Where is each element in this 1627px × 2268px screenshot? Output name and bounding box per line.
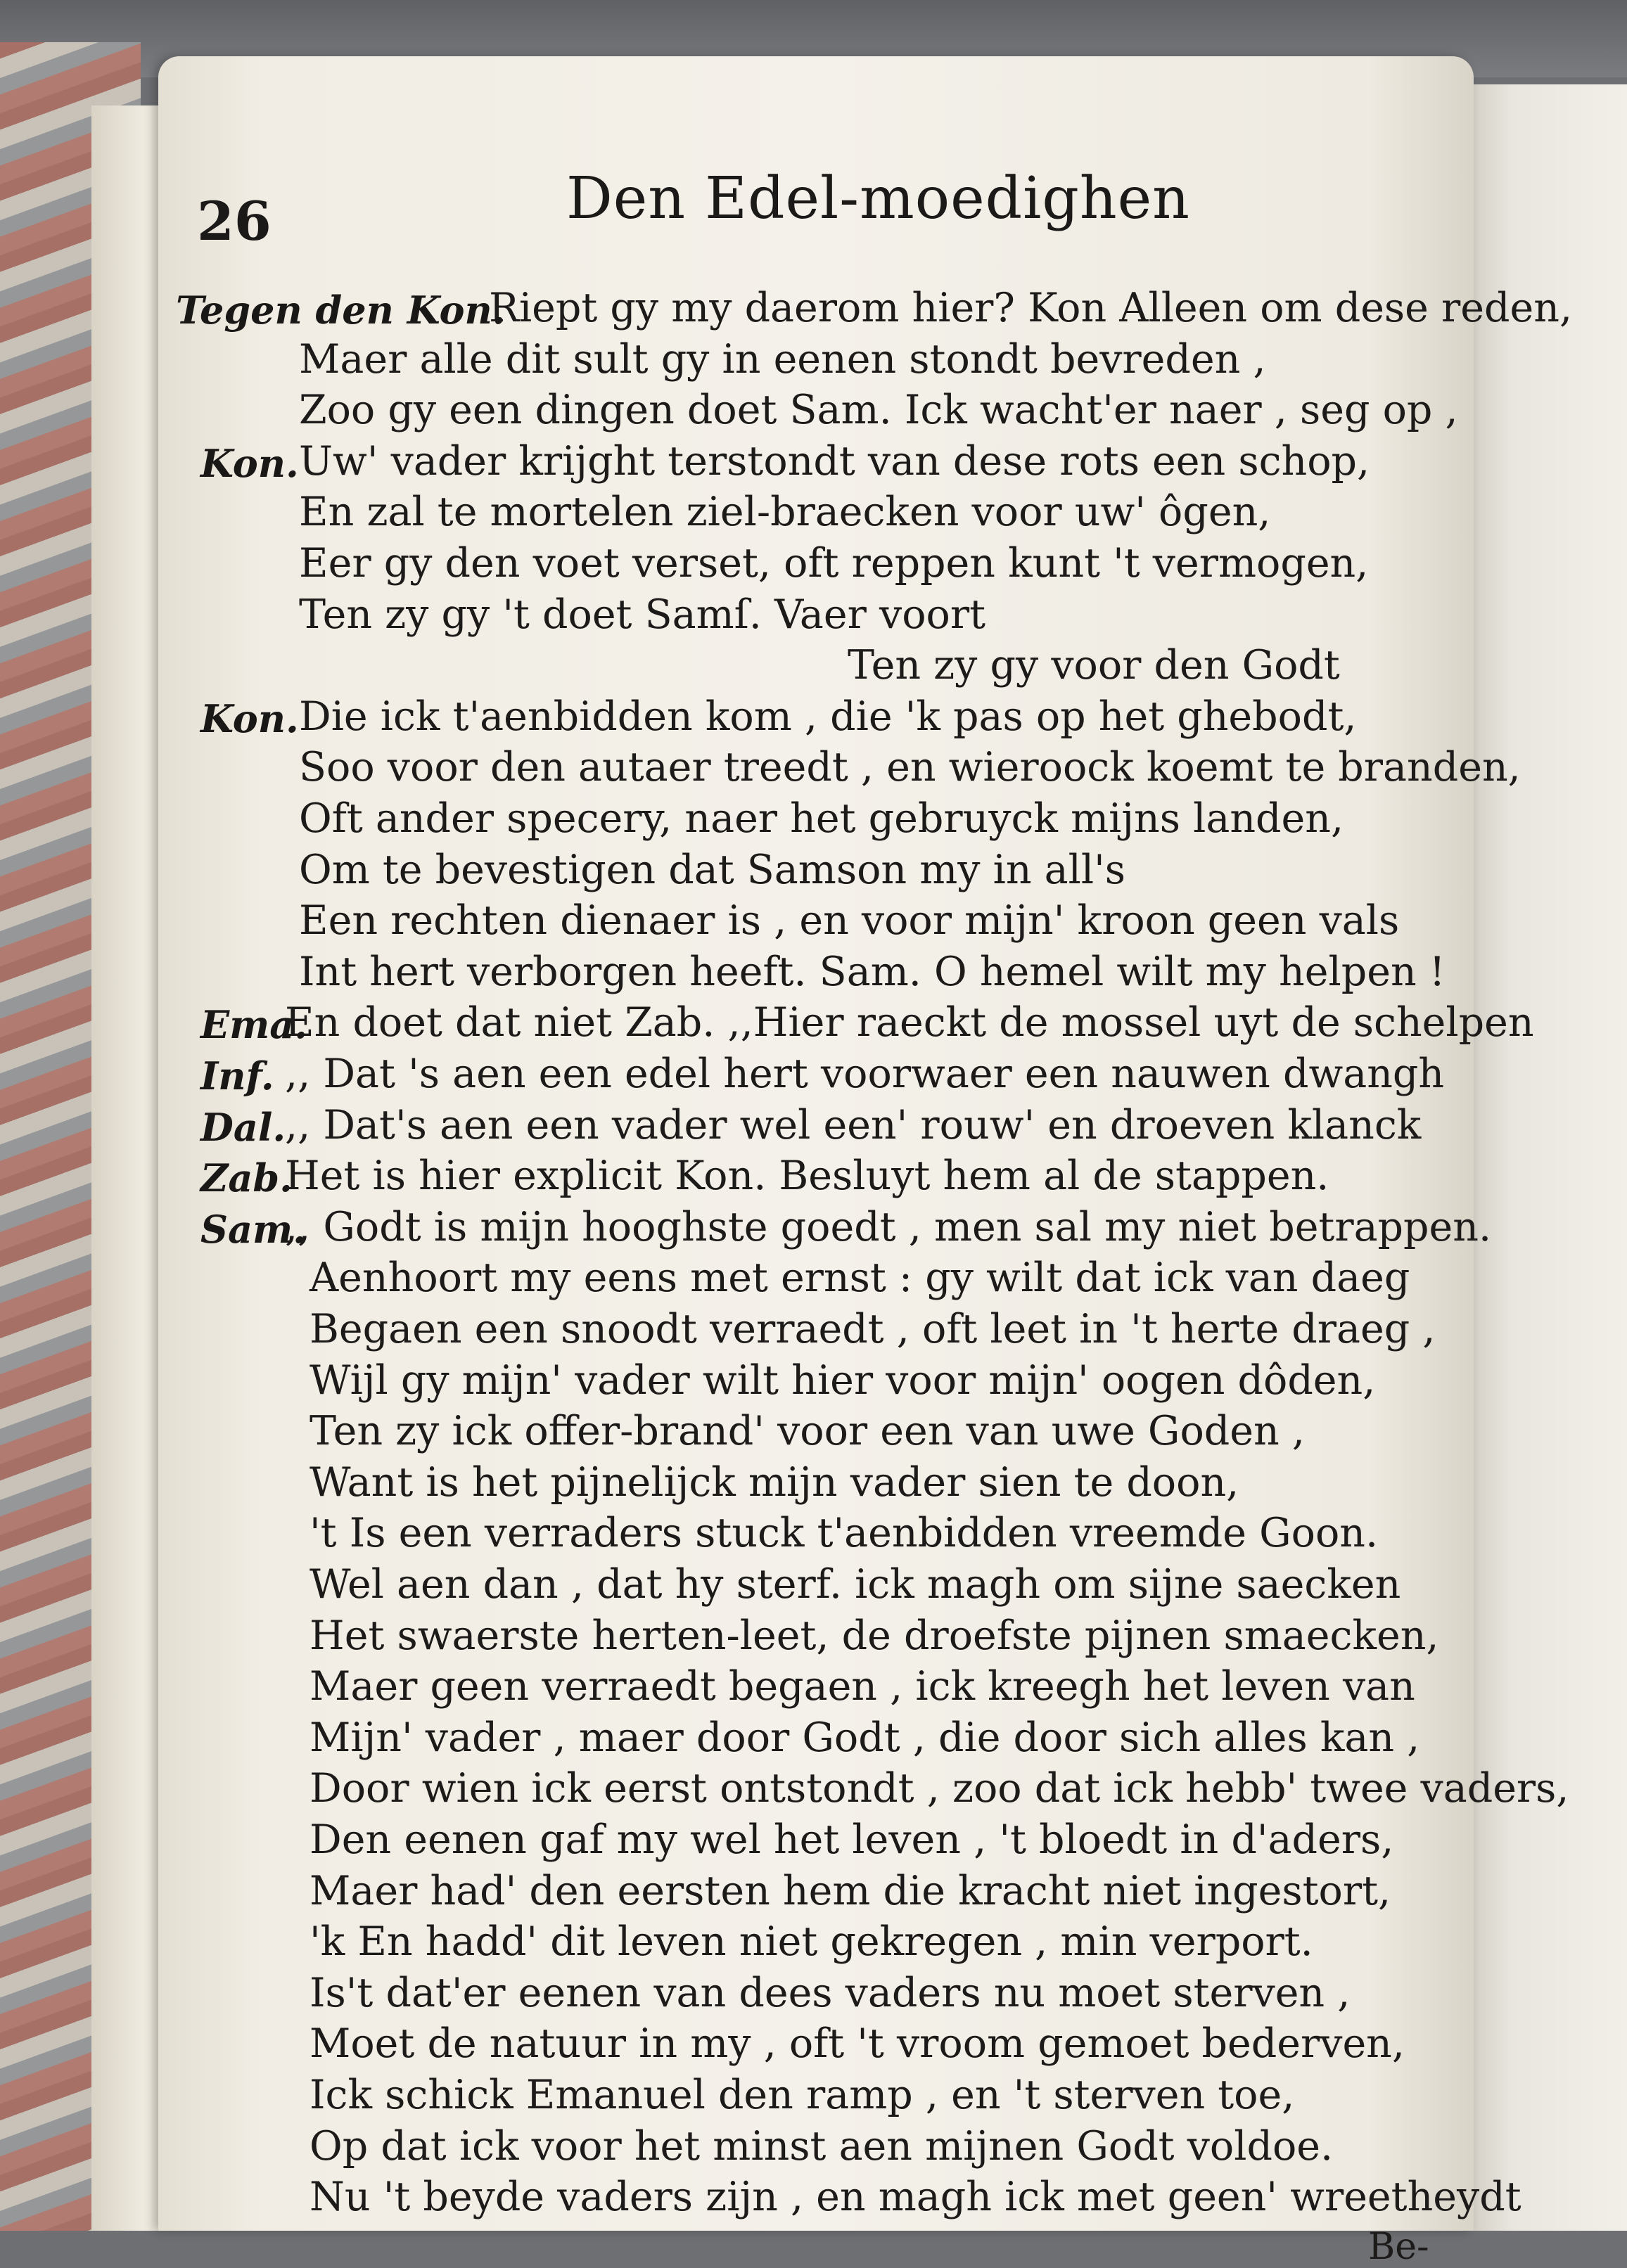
- verse-line: Zoo gy een dingen doet Sam. Ick wacht'er naer , seg op ,: [299, 387, 1458, 434]
- verse-line: ,, Dat's aen een vader wel een' rouw' en droeven klanck: [285, 1101, 1422, 1148]
- verse-line: Soo voor den autaer treedt , en wieroock koemt te branden,: [299, 744, 1521, 791]
- verse-line: Moet de natuur in my , oft 't vroom gemoet bederven,: [310, 2020, 1405, 2068]
- verse-line: ,, Godt is mijn hooghste goedt , men sal my niet betrappen.: [285, 1203, 1492, 1250]
- speaker-label: Tegen den Kon.: [176, 288, 506, 333]
- verse-line: Ten zy ick offer-brand' voor een van uwe Goden ,: [310, 1408, 1305, 1455]
- verse-line: Het is hier explicit Kon. Besluyt hem al de stappen.: [285, 1153, 1329, 1200]
- catchword: Be-: [1368, 2226, 1429, 2268]
- verse-line: Wijl gy mijn' vader wilt hier voor mijn' oogen dôden,: [310, 1357, 1376, 1404]
- verse-line: En doet dat niet Zab. ,,Hier raeckt de mossel uyt de schelpen: [285, 999, 1534, 1046]
- verse-line: Oft ander specery, naer het gebruyck mijns landen,: [299, 795, 1344, 842]
- verse-line: Die ick t'aenbidden kom , die 'k pas op het ghebodt,: [299, 693, 1357, 740]
- verse-line: Uw' vader krijght terstondt van dese rots een schop,: [299, 437, 1370, 485]
- book-page: [158, 56, 1573, 2268]
- verse-line: Aenhoort my eens met ernst : gy wilt dat ick van daeg: [310, 1255, 1410, 1302]
- verse-line: Maer alle dit sult gy in eenen stondt bevreden ,: [299, 335, 1266, 383]
- verse-line: ,, Dat 's aen een edel hert voorwaer een nauwen dwangh: [285, 1051, 1445, 1097]
- verse-line: Een rechten dienaer is , en voor mijn' kroon geen vals: [299, 897, 1400, 944]
- verse-line: Ten zy gy 't doet Samſ. Vaer voort: [299, 591, 985, 638]
- verse-line: Mijn' vader , maer door Godt , die door sich alles kan ,: [310, 1714, 1420, 1761]
- verse-line: Door wien ick eerst ontstondt , zoo dat ick hebb' twee vaders,: [310, 1765, 1569, 1812]
- verse-line: Int hert verborgen heeft. Sam. O hemel wilt my helpen !: [299, 948, 1446, 995]
- speaker-label: Sam.: [200, 1206, 306, 1252]
- verse-line: Is't dat'er eenen van dees vaders nu moet sterven ,: [310, 1969, 1351, 2016]
- verse-line: Begaen een snoodt verraedt , oft leet in 't herte draeg ,: [310, 1306, 1436, 1352]
- facing-page: [1463, 84, 1627, 2231]
- speaker-label: Inf.: [200, 1053, 274, 1098]
- speaker-label: Kon.: [200, 696, 299, 741]
- verse-line: Eer gy den voet verset, oft reppen kunt 't vermogen,: [299, 540, 1369, 587]
- speaker-label: Ema.: [200, 1002, 308, 1048]
- verse-line: En zal te mortelen ziel-braecken voor uw' ôgen,: [299, 489, 1271, 536]
- verse-line: 'k En hadd' dit leven niet gekregen , min verport.: [310, 1918, 1313, 1966]
- verse-line: Om te bevestigen dat Samson my in all's: [299, 846, 1126, 893]
- verse-line: Riept gy my daerom hier? Kon Alleen om dese reden,: [489, 285, 1573, 331]
- page-text: [158, 56, 1573, 2268]
- verse-line: Maer had' den eersten hem die kracht niet ingestort,: [310, 1867, 1391, 1914]
- verse-line: Den eenen gaf my wel het leven , 't bloedt in d'aders,: [310, 1817, 1394, 1863]
- verse-line: Wel aen dan , dat hy sterf. ick magh om sijne saecken: [310, 1561, 1401, 1608]
- verse-line: Want is het pijnelijck mijn vader sien te doon,: [310, 1459, 1239, 1506]
- verse-line: 't Is een verraders stuck t'aenbidden vreemde Goon.: [310, 1510, 1379, 1557]
- page-number: 26: [197, 190, 272, 252]
- verse-line: Maer geen verraedt begaen , ick kreegh het leven van: [310, 1663, 1415, 1710]
- speaker-label: Zab.: [200, 1155, 293, 1201]
- verse-line: Nu 't beyde vaders zijn , en magh ick met geen' wreetheydt: [310, 2174, 1521, 2221]
- verse-line: Op dat ick voor het minst aen mijnen Godt voldoe.: [310, 2122, 1334, 2170]
- running-head: Den Edel-moedighen: [566, 165, 1190, 232]
- verse-line: Ick schick Emanuel den ramp , en 't sterven toe,: [310, 2072, 1295, 2118]
- speaker-label: Dal.: [200, 1104, 286, 1150]
- speaker-label: Kon.: [200, 440, 299, 486]
- verse-line: Het swaerste herten-leet, de droefste pijnen smaecken,: [310, 1612, 1439, 1659]
- verse-line: Ten zy gy voor den Godt: [848, 642, 1340, 689]
